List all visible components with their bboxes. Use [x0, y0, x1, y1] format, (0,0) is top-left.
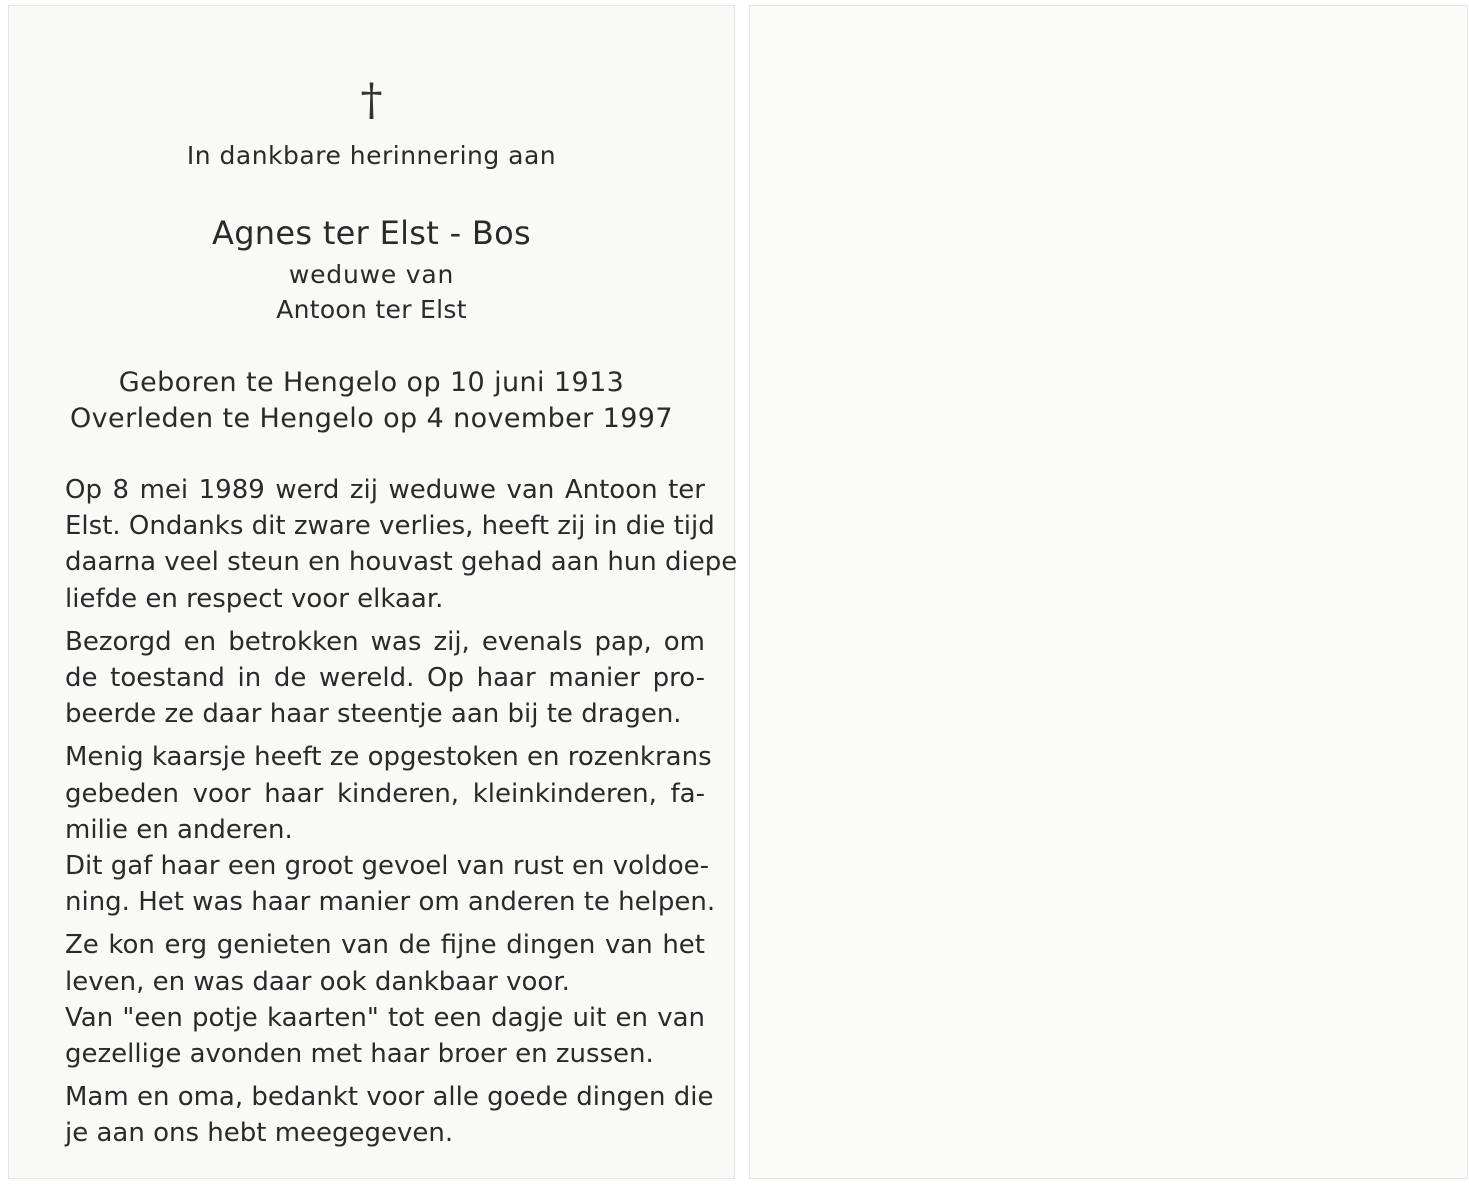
text-line: Bezorgd en betrokken was zij, evenals pap, om	[65, 626, 705, 657]
text-line: Mam en oma, bedankt voor alle goede dingen die	[65, 1082, 714, 1113]
text-line: daarna veel steun en houvast gehad aan hun diepe	[65, 547, 738, 578]
text-line: Op 8 mei 1989 werd zij weduwe van Antoon ter	[65, 475, 705, 505]
intro-text: In dankbare herinnering aan	[186, 141, 557, 170]
text-line: milie en anderen.	[65, 814, 293, 845]
paragraph	[65, 927, 705, 1072]
memorial-text	[65, 472, 738, 1152]
text-line: liefde en respect voor elkaar.	[65, 583, 444, 614]
deceased-name: Agnes ter Elst - Bos	[212, 214, 531, 252]
text-line: gebeden voor haar kinderen, kleinkinderen, fa-	[65, 778, 705, 809]
memorial-card-back	[750, 6, 1467, 1178]
text-line: je aan ons hebt meegegeven.	[65, 1118, 454, 1149]
text-line: Ze kon erg genieten van de fijne dingen van het	[65, 930, 705, 961]
spouse-name: Antoon ter Elst	[276, 295, 467, 324]
cross-icon: †	[360, 75, 383, 126]
text-line: leven, en was daar ook dankbaar voor.	[65, 966, 570, 997]
text-line: de toestand in de wereld. Op haar manier pro-	[65, 663, 705, 694]
birth-line: Geboren te Hengelo op 10 juni 1913	[118, 367, 625, 398]
text-line: gezellige avonden met haar broer en zussen.	[65, 1039, 654, 1070]
text-line: Menig kaarsje heeft ze opgestoken en rozenkrans	[65, 742, 712, 773]
widow-of-label: weduwe van	[288, 260, 455, 289]
text-line: Dit gaf haar een groot gevoel van rust en voldoe-	[65, 851, 710, 882]
memorial-card-front	[9, 6, 738, 1178]
death-line: Overleden te Hengelo op 4 november 1997	[70, 403, 673, 434]
paragraph	[65, 624, 705, 733]
text-line: beerde ze daar haar steentje aan bij te dragen.	[65, 699, 682, 730]
text-line: Elst. Ondanks dit zware verlies, heeft zij in die tijd	[65, 511, 715, 542]
paragraph	[65, 1079, 714, 1151]
paragraph	[65, 472, 738, 617]
text-line: ning. Het was haar manier om anderen te helpen.	[65, 887, 716, 918]
text-line: Van "een potje kaarten" tot een dagje uit en van	[65, 1002, 705, 1033]
paragraph	[65, 739, 716, 920]
